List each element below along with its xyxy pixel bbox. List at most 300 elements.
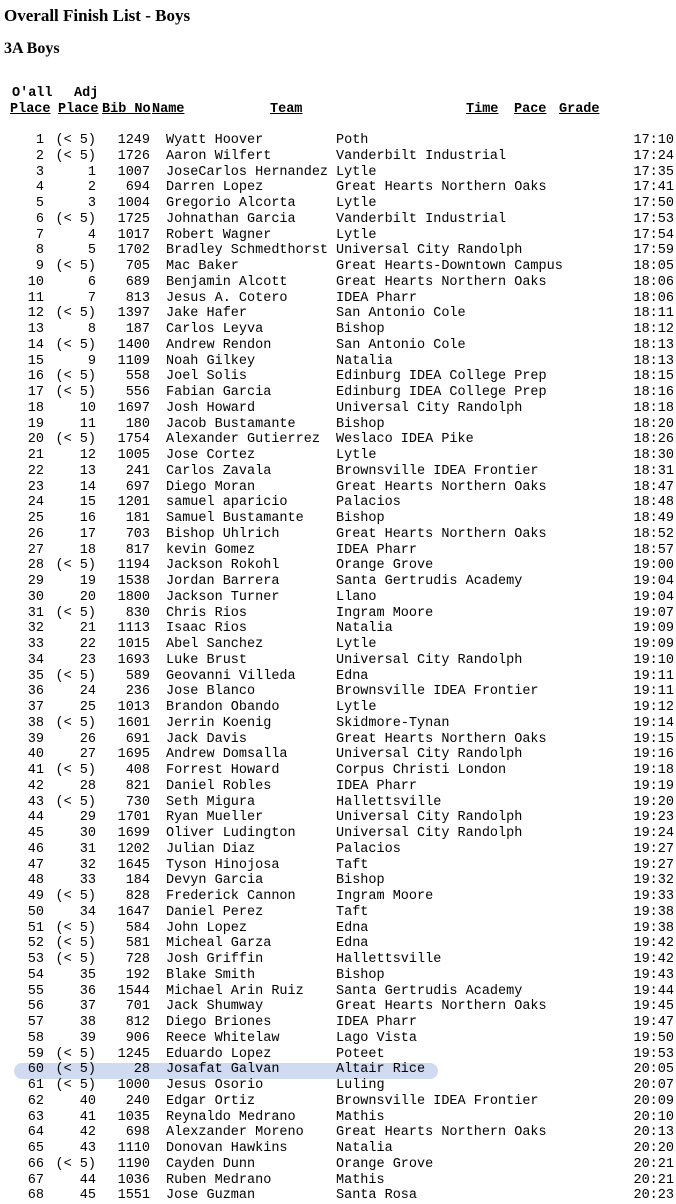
cell-team: Orange Grove [336, 558, 434, 574]
cell-bib-no: 1113 [117, 621, 150, 637]
cell-adj-place: 22 [79, 637, 96, 652]
cell-time: 18:26 [633, 432, 674, 448]
cell-name: Diego Moran [166, 479, 256, 495]
cell-team: Santa Gertrudis Academy [336, 574, 523, 589]
cell-place: 47 [27, 857, 44, 873]
cell-name: Josh Howard [166, 400, 256, 416]
cell-adj-place: (< 5) [55, 148, 96, 164]
cell-name: Bradley Schmedthorst [166, 243, 329, 259]
cell-time: 18:05 [633, 259, 674, 274]
cell-place: 18 [27, 400, 44, 416]
cell-time: 19:32 [633, 873, 674, 889]
table-row [0, 621, 676, 637]
cell-place: 25 [27, 511, 44, 526]
table-row [0, 763, 676, 779]
table-row [0, 354, 676, 370]
cell-bib-no: 703 [125, 526, 150, 542]
cell-place: 45 [27, 826, 44, 841]
cell-adj-place: 27 [79, 747, 96, 763]
cell-time: 19:16 [633, 747, 674, 763]
cell-time: 19:09 [633, 637, 674, 652]
cell-adj-place: 28 [79, 778, 96, 794]
cell-place: 34 [27, 652, 44, 668]
cell-place: 33 [27, 637, 44, 652]
cell-bib-no: 240 [125, 1093, 150, 1109]
cell-place: 28 [27, 558, 44, 574]
table-row [0, 558, 676, 574]
table-row [0, 873, 676, 889]
cell-bib-no: 556 [125, 385, 150, 400]
cell-name: Ruben Medrano [166, 1172, 272, 1188]
cell-time: 17:53 [633, 211, 674, 227]
cell-place: 12 [27, 306, 44, 322]
cell-team: Great Hearts Northern Oaks [336, 999, 547, 1015]
cell-team: IDEA Pharr [336, 1015, 418, 1030]
cell-team: Mathis [336, 1172, 385, 1188]
cell-team: Bishop [336, 322, 385, 337]
cell-name: Alexander Gutierrez [166, 432, 320, 448]
cell-adj-place: 42 [79, 1125, 96, 1141]
cell-name: Jesus A. Cotero [166, 290, 288, 306]
cell-time: 18:48 [633, 495, 674, 511]
table-row [0, 810, 676, 826]
cell-team: Taft [336, 904, 369, 920]
table-row [0, 1110, 676, 1126]
cell-team: Palacios [336, 841, 401, 857]
cell-name: JoseCarlos Hernandez [166, 164, 329, 180]
cell-team: Universal City Randolph [336, 747, 523, 763]
cell-adj-place: 13 [79, 463, 96, 479]
cell-time: 19:20 [633, 794, 674, 810]
cell-adj-place: 9 [87, 353, 96, 369]
cell-time: 18:06 [633, 290, 674, 306]
cell-time: 18:12 [633, 322, 674, 337]
cell-adj-place: 38 [79, 1015, 96, 1030]
cell-adj-place: 41 [79, 1109, 96, 1125]
cell-bib-no: 184 [125, 873, 150, 889]
cell-team: Lytle [336, 700, 377, 715]
cell-bib-no: 1015 [117, 637, 150, 652]
cell-bib-no: 828 [125, 889, 150, 904]
cell-place: 22 [27, 463, 44, 479]
cell-place: 52 [27, 936, 44, 952]
cell-place: 11 [27, 290, 44, 306]
cell-time: 20:10 [633, 1109, 674, 1125]
cell-adj-place: (< 5) [55, 936, 96, 952]
cell-time: 18:52 [633, 526, 674, 542]
cell-team: Universal City Randolph [336, 652, 523, 668]
cell-bib-no: 1007 [117, 164, 150, 180]
cell-bib-no: 584 [125, 920, 150, 936]
cell-team: Lytle [336, 637, 377, 652]
table-row [0, 322, 676, 338]
cell-team: Vanderbilt Industrial [336, 211, 507, 227]
table-row [0, 590, 676, 606]
cell-time: 18:20 [633, 416, 674, 432]
cell-name: Carlos Leyva [166, 322, 264, 337]
col-pace: Pace [514, 102, 547, 117]
cell-team: Lago Vista [336, 1030, 418, 1046]
cell-name: Chris Rios [166, 605, 248, 621]
cell-bib-no: 581 [125, 936, 150, 952]
cell-bib-no: 236 [125, 684, 150, 700]
table-row [0, 196, 676, 212]
cell-adj-place: 25 [79, 700, 96, 715]
cell-name: Seth Migura [166, 794, 256, 810]
cell-team: Orange Grove [336, 1156, 434, 1172]
cell-name: Andrew Rendon [166, 337, 272, 353]
cell-team: Brownsville IDEA Frontier [336, 463, 539, 479]
cell-team: Brownsville IDEA Frontier [336, 1093, 539, 1109]
cell-team: Ingram Moore [336, 605, 434, 621]
cell-bib-no: 1544 [117, 983, 150, 999]
cell-bib-no: 1695 [117, 747, 150, 763]
cell-name: Donovan Hawkins [166, 1141, 288, 1156]
cell-place: 58 [27, 1030, 44, 1046]
cell-team: Santa Gertrudis Academy [336, 983, 523, 999]
col-grade: Grade [559, 102, 600, 117]
table-row [0, 180, 676, 196]
cell-name: Benjamin Alcott [166, 274, 288, 290]
table-row [0, 1188, 676, 1204]
cell-place: 10 [27, 274, 44, 290]
cell-bib-no: 1249 [117, 133, 150, 148]
cell-adj-place: (< 5) [55, 605, 96, 621]
cell-time: 17:59 [633, 243, 674, 259]
cell-place: 26 [27, 526, 44, 542]
cell-name: kevin Gomez [166, 542, 256, 558]
cell-place: 36 [27, 684, 44, 700]
cell-time: 19:24 [633, 826, 674, 841]
cell-adj-place: 40 [79, 1093, 96, 1109]
table-row [0, 1078, 676, 1094]
cell-name: Edgar Ortiz [166, 1093, 256, 1109]
cell-bib-no: 1693 [117, 652, 150, 668]
table-row [0, 574, 676, 590]
cell-time: 20:21 [633, 1156, 674, 1172]
cell-time: 19:10 [633, 652, 674, 668]
cell-bib-no: 1004 [117, 196, 150, 211]
cell-adj-place: 7 [87, 290, 96, 306]
cell-place: 27 [27, 542, 44, 558]
cell-team: Edinburg IDEA College Prep [336, 385, 547, 400]
cell-name: Tyson Hinojosa [166, 857, 280, 873]
cell-bib-no: 1190 [117, 1156, 150, 1172]
cell-bib-no: 180 [125, 416, 150, 432]
cell-bib-no: 830 [125, 605, 150, 621]
cell-place: 40 [27, 747, 44, 763]
cell-team: Lytle [336, 164, 377, 180]
cell-name: Josafat Galvan [166, 1062, 280, 1078]
table-row [0, 700, 676, 716]
cell-place: 32 [27, 621, 44, 637]
table-row [0, 1047, 676, 1063]
cell-bib-no: 812 [125, 1015, 150, 1030]
cell-place: 50 [27, 904, 44, 920]
cell-bib-no: 701 [125, 999, 150, 1015]
cell-place: 60 [27, 1062, 44, 1078]
cell-adj-place: 16 [79, 511, 96, 526]
cell-name: Abel Sanchez [166, 637, 264, 652]
cell-bib-no: 813 [125, 290, 150, 306]
cell-team: Great Hearts Northern Oaks [336, 479, 547, 495]
cell-adj-place: (< 5) [55, 1078, 96, 1093]
cell-adj-place: 33 [79, 873, 96, 889]
column-header [0, 0, 676, 120]
table-row [0, 401, 676, 417]
cell-team: San Antonio Cole [336, 337, 466, 353]
cell-name: Carlos Zavala [166, 463, 272, 479]
cell-time: 18:47 [633, 479, 674, 495]
cell-bib-no: 1702 [117, 243, 150, 259]
cell-team: Great Hearts Northern Oaks [336, 1125, 547, 1141]
table-row [0, 1173, 676, 1189]
cell-team: Great Hearts-Downtown Campus [336, 259, 563, 274]
table-row [0, 511, 676, 527]
cell-adj-place: (< 5) [55, 432, 96, 448]
cell-adj-place: 21 [79, 621, 96, 637]
cell-name: Diego Briones [166, 1015, 272, 1030]
cell-bib-no: 1013 [117, 700, 150, 715]
cell-time: 19:53 [633, 1046, 674, 1062]
cell-name: Reece Whitelaw [166, 1030, 280, 1046]
cell-adj-place: 15 [79, 495, 96, 511]
cell-place: 9 [35, 259, 44, 274]
cell-place: 17 [27, 385, 44, 400]
cell-name: John Lopez [166, 920, 248, 936]
cell-adj-place: 18 [79, 542, 96, 558]
cell-place: 63 [27, 1109, 44, 1125]
cell-name: Jerrin Koenig [166, 715, 272, 731]
cell-name: Samuel Bustamante [166, 511, 304, 526]
cell-place: 65 [27, 1141, 44, 1156]
cell-place: 61 [27, 1078, 44, 1093]
cell-time: 19:27 [633, 857, 674, 873]
col-adj-place: Place [58, 102, 99, 117]
cell-team: San Antonio Cole [336, 306, 466, 322]
cell-time: 19:07 [633, 605, 674, 621]
cell-team: Lytle [336, 196, 377, 211]
cell-team: IDEA Pharr [336, 542, 418, 558]
cell-bib-no: 1697 [117, 400, 150, 416]
cell-time: 19:18 [633, 763, 674, 778]
cell-place: 67 [27, 1172, 44, 1188]
cell-place: 53 [27, 952, 44, 967]
cell-time: 18:13 [633, 353, 674, 369]
table-row [0, 795, 676, 811]
table-row [0, 417, 676, 433]
results-list [0, 133, 676, 1204]
table-row [0, 149, 676, 165]
table-row [0, 984, 676, 1000]
cell-bib-no: 1035 [117, 1109, 150, 1125]
cell-name: Jackson Turner [166, 589, 280, 605]
cell-name: Jose Cortez [166, 448, 256, 463]
cell-team: Bishop [336, 511, 385, 526]
table-row [0, 842, 676, 858]
cell-name: Jesus Osorio [166, 1078, 264, 1093]
table-row [0, 921, 676, 937]
cell-bib-no: 1194 [117, 558, 150, 574]
cell-name: Cayden Dunn [166, 1156, 256, 1172]
cell-place: 39 [27, 731, 44, 747]
cell-place: 8 [35, 243, 44, 259]
cell-place: 35 [27, 668, 44, 684]
cell-team: Lytle [336, 227, 377, 243]
table-row [0, 732, 676, 748]
cell-adj-place: 36 [79, 983, 96, 999]
cell-bib-no: 187 [125, 322, 150, 337]
cell-adj-place: 2 [87, 180, 96, 196]
cell-place: 54 [27, 967, 44, 983]
table-row [0, 291, 676, 307]
cell-bib-no: 1245 [117, 1046, 150, 1062]
cell-place: 37 [27, 700, 44, 715]
col-bib-no: Bib No [102, 102, 151, 117]
cell-time: 19:42 [633, 952, 674, 967]
table-row [0, 968, 676, 984]
cell-bib-no: 730 [125, 794, 150, 810]
table-row [0, 243, 676, 259]
cell-bib-no: 821 [125, 778, 150, 794]
cell-adj-place: (< 5) [55, 385, 96, 400]
cell-place: 30 [27, 589, 44, 605]
cell-bib-no: 906 [125, 1030, 150, 1046]
col-adj-top: Adj [74, 86, 99, 101]
cell-place: 14 [27, 337, 44, 353]
cell-time: 20:20 [633, 1141, 674, 1156]
cell-bib-no: 1726 [117, 148, 150, 164]
cell-time: 18:16 [633, 385, 674, 400]
table-row [0, 716, 676, 732]
table-row [0, 464, 676, 480]
cell-name: Frederick Cannon [166, 889, 296, 904]
cell-name: Wyatt Hoover [166, 133, 264, 148]
cell-adj-place: (< 5) [55, 763, 96, 778]
cell-name: Oliver Ludington [166, 826, 296, 841]
cell-name: Darren Lopez [166, 180, 264, 196]
table-row [0, 527, 676, 543]
table-row [0, 369, 676, 385]
cell-place: 31 [27, 605, 44, 621]
cell-adj-place: 35 [79, 967, 96, 983]
cell-team: Weslaco IDEA Pike [336, 432, 474, 448]
cell-bib-no: 192 [125, 967, 150, 983]
cell-bib-no: 1110 [117, 1141, 150, 1156]
cell-time: 19:45 [633, 999, 674, 1015]
cell-time: 20:13 [633, 1125, 674, 1141]
cell-bib-no: 1647 [117, 904, 150, 920]
cell-adj-place: 44 [79, 1172, 96, 1188]
cell-adj-place: (< 5) [55, 952, 96, 967]
cell-adj-place: (< 5) [55, 920, 96, 936]
cell-place: 59 [27, 1046, 44, 1062]
cell-name: Gregorio Alcorta [166, 196, 296, 211]
cell-time: 19:19 [633, 778, 674, 794]
cell-place: 56 [27, 999, 44, 1015]
cell-bib-no: 589 [125, 668, 150, 684]
cell-name: Alexzander Moreno [166, 1125, 304, 1141]
cell-time: 17:41 [633, 180, 674, 196]
cell-place: 2 [35, 148, 44, 164]
cell-adj-place: (< 5) [55, 306, 96, 322]
cell-adj-place: 17 [79, 526, 96, 542]
cell-adj-place: (< 5) [55, 668, 96, 684]
cell-bib-no: 705 [125, 259, 150, 274]
cell-team: Brownsville IDEA Frontier [336, 684, 539, 700]
cell-bib-no: 817 [125, 542, 150, 558]
table-row [0, 1094, 676, 1110]
cell-name: Ryan Mueller [166, 810, 264, 826]
cell-adj-place: 45 [79, 1188, 96, 1204]
table-row [0, 936, 676, 952]
cell-name: Jake Hafer [166, 306, 248, 322]
table-row [0, 338, 676, 354]
cell-name: Daniel Perez [166, 904, 264, 920]
table-row [0, 952, 676, 968]
cell-team: Great Hearts Northern Oaks [336, 526, 547, 542]
cell-time: 20:05 [633, 1062, 674, 1078]
cell-team: Bishop [336, 873, 385, 889]
table-row [0, 385, 676, 401]
cell-time: 18:57 [633, 542, 674, 558]
cell-time: 19:11 [633, 684, 674, 700]
table-row [0, 606, 676, 622]
cell-time: 19:04 [633, 589, 674, 605]
cell-name: Jack Davis [166, 731, 248, 747]
cell-time: 19:50 [633, 1030, 674, 1046]
table-row [0, 1125, 676, 1141]
table-row [0, 543, 676, 559]
cell-name: Forrest Howard [166, 763, 280, 778]
cell-name: Noah Gilkey [166, 353, 256, 369]
cell-name: Jordan Barrera [166, 574, 280, 589]
col-time: Time [466, 102, 499, 117]
table-row [0, 1141, 676, 1157]
cell-name: Johnathan Garcia [166, 211, 296, 227]
cell-time: 19:47 [633, 1015, 674, 1030]
table-row [0, 259, 676, 275]
cell-name: Aaron Wilfert [166, 148, 272, 164]
cell-time: 18:31 [633, 463, 674, 479]
cell-time: 17:10 [633, 133, 674, 148]
cell-bib-no: 1701 [117, 810, 150, 826]
cell-adj-place: 10 [79, 400, 96, 416]
cell-team: Luling [336, 1078, 385, 1093]
cell-place: 21 [27, 448, 44, 463]
cell-adj-place: 43 [79, 1141, 96, 1156]
table-row [0, 480, 676, 496]
cell-place: 42 [27, 778, 44, 794]
section-title: 3A Boys [4, 40, 60, 57]
cell-bib-no: 1005 [117, 448, 150, 463]
cell-place: 49 [27, 889, 44, 904]
table-row [0, 826, 676, 842]
cell-time: 18:06 [633, 274, 674, 290]
cell-bib-no: 1400 [117, 337, 150, 353]
cell-place: 16 [27, 369, 44, 385]
cell-time: 19:00 [633, 558, 674, 574]
cell-team: Altair Rice [336, 1062, 426, 1078]
cell-adj-place: (< 5) [55, 889, 96, 904]
cell-place: 55 [27, 983, 44, 999]
cell-time: 19:43 [633, 967, 674, 983]
table-row [0, 165, 676, 181]
cell-team: Hallettsville [336, 952, 442, 967]
table-row [0, 432, 676, 448]
cell-bib-no: 1017 [117, 227, 150, 243]
cell-bib-no: 1699 [117, 826, 150, 841]
